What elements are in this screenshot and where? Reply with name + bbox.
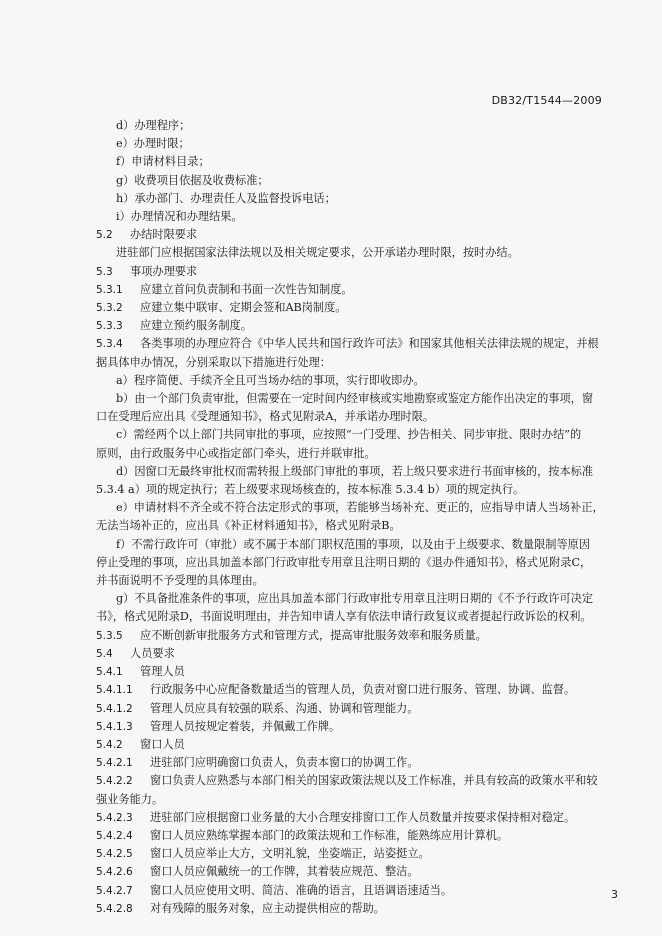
- section-number: 5.2: [96, 229, 113, 242]
- sub-item-f: f）不需行政许可（审批）或不属于本部门职权范围的事项，以及由于上级要求、数量限制等原因: [116, 537, 591, 551]
- clause: [96, 882, 614, 900]
- clause-text: 窗口人员应举止大方，文明礼貌，坐姿端正，站姿挺立。: [150, 847, 430, 861]
- clause-text: 窗口人员应熟练掌握本部门的政策法规和工作标准，能熟练应用计算机。: [150, 828, 509, 842]
- clause-number: 5.4.1.2: [96, 702, 133, 715]
- document-body: [96, 117, 614, 918]
- clause-text: 窗口人员应佩戴统一的工作牌，其着装应规范、整洁。: [150, 865, 419, 879]
- clause-text: 应建立预约服务制度。: [140, 319, 252, 333]
- clause: [96, 627, 614, 645]
- section-title: 办结时限要求: [130, 228, 198, 242]
- list-item: f）申请材料目录；: [116, 155, 210, 169]
- clause-text: 窗口人员应使用文明、简洁、准确的语言，且语调语速适当。: [150, 883, 453, 897]
- sub-item-c-continued: 原则，由行政服务中心或指定部门牵头，进行并联审批。: [96, 446, 376, 460]
- clause-text: 应建立集中联审、定期会签和AB岗制度。: [140, 301, 347, 315]
- clause: [96, 700, 614, 718]
- section-title: 事项办理要求: [130, 264, 198, 278]
- clause: [96, 845, 614, 863]
- clause-text: 应建立首问负责制和书面一次性告知制度。: [140, 282, 353, 296]
- clause-text: 管理人员按规定着装，并佩戴工作牌。: [150, 719, 341, 733]
- list-item: d）办理程序；: [116, 119, 191, 132]
- clause-number: 5.4.2.1: [96, 757, 133, 770]
- sub-item-e-continued: 无法当场补正的，应出具《补正材料通知书》，格式见附录B。: [96, 519, 401, 533]
- subsection-number: 5.4.2: [96, 738, 123, 751]
- section-heading: [96, 645, 614, 663]
- subsection-title: 管理人员: [140, 665, 185, 679]
- sub-item-c: c）需经两个以上部门共同审批的事项，应按照“一门受理、抄告相关、同步审批、限时办结”的: [116, 428, 582, 442]
- list-item: g）收费项目依据及收费标准；: [116, 173, 269, 187]
- section-number: 5.3: [96, 265, 113, 278]
- clause: [96, 809, 614, 827]
- document-code: DB32/T1544—2009: [491, 94, 602, 107]
- clause-text: 对有残障的服务对象，应主动提供相应的帮助。: [150, 901, 385, 915]
- sub-item-b-continued: 口在受理后应出具《受理通知书》，格式见附录A，并承诺办理时限。: [96, 410, 435, 424]
- clause-number: 5.4.2.4: [96, 829, 133, 842]
- clause: [96, 299, 614, 317]
- clause-text-continued: 据具体申办情况，分别采取以下措施进行处理：: [96, 355, 331, 369]
- subsection-title: 窗口人员: [140, 737, 185, 751]
- section-number: 5.4: [96, 647, 113, 660]
- clause-text: 管理人员应具有较强的联系、沟通、协调和管理能力。: [150, 701, 419, 715]
- list-item: i）办理情况和办理结果。: [116, 210, 243, 224]
- sub-item-g: g）不具备批准条件的事项，应出具加盖本部门行政审批专用章且注明日期的《不予行政许可决定: [116, 592, 594, 606]
- subsection-heading: [96, 663, 614, 681]
- clause-number: 5.3.1: [96, 283, 123, 296]
- sub-item-d-continued: 5.3.4 a）项的规定执行；若上级要求现场核查的，按本标准 5.3.4 b）项的规定执行。: [96, 483, 525, 497]
- clause: [96, 772, 614, 790]
- clause: [96, 827, 614, 845]
- clause-text-continued: 强业务能力。: [96, 792, 164, 806]
- clause: [96, 863, 614, 881]
- subsection-number: 5.4.1: [96, 666, 123, 679]
- clause: [96, 681, 614, 699]
- clause-text: 应不断创新审批服务方式和管理方式，提高审批服务效率和服务质量。: [140, 628, 487, 642]
- clause-number: 5.4.1.1: [96, 684, 133, 697]
- clause-number: 5.3.3: [96, 320, 123, 333]
- clause: [96, 754, 614, 772]
- clause: [96, 281, 614, 299]
- clause-number: 5.4.2.2: [96, 775, 133, 788]
- clause-text: 进驻部门应明确窗口负责人，负责本窗口的协调工作。: [150, 756, 419, 770]
- section-title: 人员要求: [130, 646, 175, 660]
- clause-number: 5.4.2.6: [96, 866, 133, 879]
- list-item: e）办理时限；: [116, 137, 190, 151]
- sub-item-b: b）由一个部门负责审批，但需要在一定时间内经审核或实地勘察或鉴定方能作出决定的事项，窗: [116, 392, 594, 406]
- clause-text: 各类事项的办理应符合《中华人民共和国行政许可法》和国家其他相关法律法规的规定，并根: [140, 337, 599, 351]
- clause-text: 窗口负责人应熟悉与本部门相关的国家政策法规以及工作标准，并具有较高的政策水平和较: [150, 774, 598, 788]
- clause-number: 5.4.1.3: [96, 720, 133, 733]
- page-number: 3: [611, 888, 618, 901]
- clause-number: 5.3.4: [96, 338, 123, 351]
- clause: [96, 900, 614, 918]
- paragraph: 进驻部门应根据国家法律法规以及相关规定要求，公开承诺办理时限，按时办结。: [116, 246, 519, 260]
- section-heading: [96, 263, 614, 281]
- clause-number: 5.3.2: [96, 302, 123, 315]
- clause-number: 5.4.2.7: [96, 884, 133, 897]
- sub-item-e: e）申请材料不齐全或不符合法定形式的事项，若能够当场补充、更正的，应指导申请人当场补正，: [116, 501, 604, 515]
- clause: [96, 718, 614, 736]
- sub-item-f-continued: 停止受理的事项，应出具加盖本部门行政审批专用章且注明日期的《退办件通知书》，格式见附录C，: [96, 555, 592, 569]
- clause: [96, 317, 614, 335]
- clause: [96, 335, 614, 353]
- clause-text: 行政服务中心应配备数量适当的管理人员，负责对窗口进行服务、管理、协调、监督。: [150, 683, 576, 697]
- sub-item-a: a）程序简便、手续齐全且可当场办结的事项，实行即收即办。: [116, 373, 425, 387]
- clause-number: 5.4.2.5: [96, 848, 133, 861]
- clause-number: 5.3.5: [96, 629, 123, 642]
- sub-item-f-continued: 并书面说明不予受理的具体理由。: [96, 574, 264, 588]
- clause-number: 5.4.2.3: [96, 811, 133, 824]
- clause-number: 5.4.2.8: [96, 902, 133, 915]
- sub-item-g-continued: 书》，格式见附录D，书面说明理由，并告知申请人享有依法申请行政复议或者提起行政诉讼的权利。: [96, 610, 592, 624]
- clause-text: 进驻部门应根据窗口业务量的大小合理安排窗口工作人员数量并按要求保持相对稳定。: [150, 810, 576, 824]
- sub-item-d: d）因窗口无最终审批权而需转报上级部门审批的事项，若上级只要求进行书面审核的，按本标准: [116, 464, 594, 478]
- list-item: h）承办部门、办理责任人及监督投诉电话；: [116, 191, 336, 205]
- section-heading: [96, 226, 614, 244]
- subsection-heading: [96, 736, 614, 754]
